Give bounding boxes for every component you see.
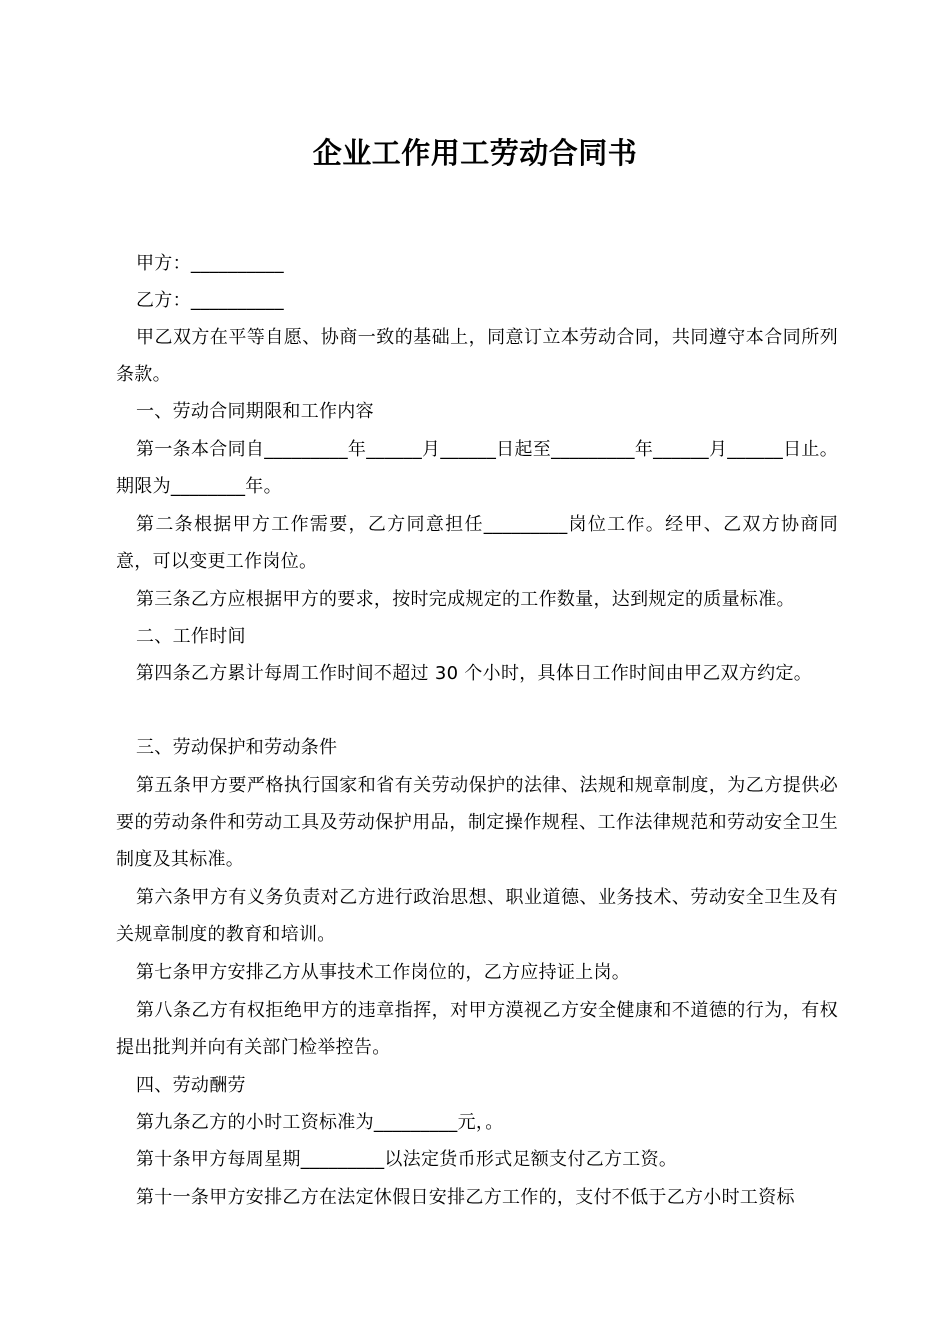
article-8-paragraph: 第八条乙方有权拒绝甲方的违章指挥，对甲方漠视乙方安全健康和不道德的行为，有权提出批判并向有关部门检举控告。	[116, 1000, 838, 1058]
section-heading-1: 一、劳动合同期限和工作内容	[136, 401, 374, 422]
preamble-paragraph: 甲乙双方在平等自愿、协商一致的基础上，同意订立本劳动合同，共同遵守本合同所列条款。	[116, 327, 838, 385]
article-7-paragraph: 第七条甲方安排乙方从事技术工作岗位的，乙方应持证上岗。	[136, 962, 631, 983]
article-5-paragraph: 第五条甲方要严格执行国家和省有关劳动保护的法律、法规和规章制度，为乙方提供必要的劳动条件和劳动工具及劳动保护用品，制定操作规程、工作法律规范和劳动安全卫生制度及其标准。	[116, 775, 838, 870]
document-title: 企业工作用工劳动合同书	[312, 136, 638, 170]
section-heading-2: 二、工作时间	[136, 626, 246, 647]
party-b-line: 乙方：__________	[136, 290, 284, 311]
article-11-paragraph: 第十一条甲方安排乙方在法定休假日安排乙方工作的，支付不低于乙方小时工资标	[136, 1187, 795, 1208]
article-2-paragraph: 第二条根据甲方工作需要，乙方同意担任_________岗位工作。经甲、乙双方协商同意，可以变更工作岗位。	[116, 514, 838, 572]
article-10-paragraph: 第十条甲方每周星期_________以法定货币形式足额支付乙方工资。	[136, 1149, 678, 1170]
section-heading-4: 四、劳动酬劳	[136, 1075, 246, 1096]
article-1-paragraph: 第一条本合同自_________年______月______日起至_________年______月______日止。期限为________年。	[116, 439, 838, 497]
section-heading-3: 三、劳动保护和劳动条件	[136, 737, 338, 758]
party-a-line: 甲方：__________	[136, 253, 284, 274]
article-6-paragraph: 第六条甲方有义务负责对乙方进行政治思想、职业道德、业务技术、劳动安全卫生及有关规章制度的教育和培训。	[116, 887, 838, 945]
article-9-paragraph: 第九条乙方的小时工资标准为_________元，。	[136, 1112, 504, 1133]
article-4-paragraph: 第四条乙方累计每周工作时间不超过 30 个小时，具体日工作时间由甲乙双方约定。	[136, 663, 813, 684]
article-3-paragraph: 第三条乙方应根据甲方的要求，按时完成规定的工作数量，达到规定的质量标准。	[136, 589, 795, 610]
